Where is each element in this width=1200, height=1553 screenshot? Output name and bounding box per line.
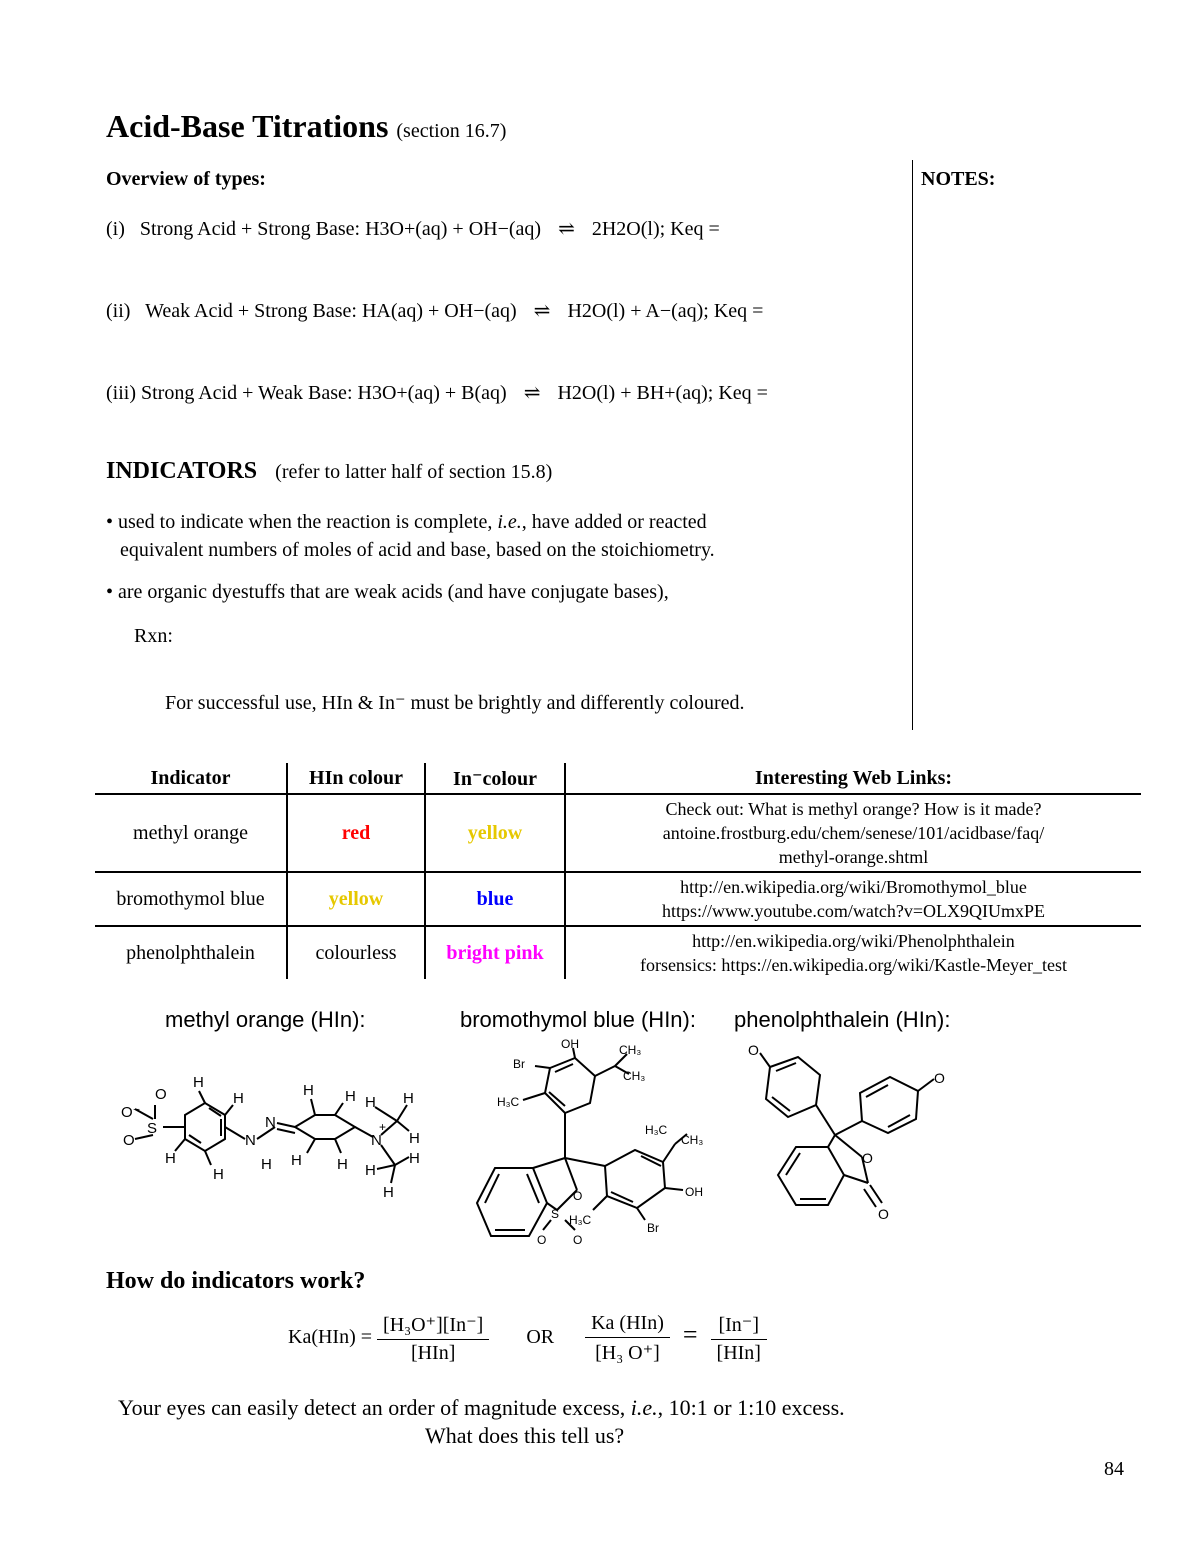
in-colour: blue [425,872,565,926]
bullet-1 [106,508,896,564]
reaction-iii [106,380,768,405]
eyes-text-b: , 10:1 or 1:10 excess. [657,1395,845,1420]
how-heading: How do indicators work? [106,1268,366,1294]
atom-n: N [245,1132,256,1149]
col-hin-colour: HIn colour [287,763,425,794]
atom-h3c: H₃C [569,1213,592,1227]
reaction-rhs: 2H2O(l); Keq = [591,218,720,240]
atom-h: H [403,1090,414,1107]
rxn-label: Rxn: [134,625,173,647]
atom-h3c: H₃C [497,1095,520,1109]
reaction-name: Weak Acid + Strong Base: [145,300,357,322]
reaction-i [106,216,720,241]
web-link[interactable]: antoine.frostburg.edu/chem/senese/101/acidbase/faq/ [662,823,1045,843]
atom-h: H [409,1150,420,1167]
atom-oh: OH [685,1185,703,1199]
notes-label: NOTES: [921,168,996,190]
bullet-1-ie: i.e. [497,511,522,533]
hin-colour: yellow [287,872,425,926]
table-header-row [95,763,1141,794]
atom-s: S [551,1207,560,1221]
bullet-1-text-b: , have added or reacted [521,511,707,533]
in-colour: yellow [425,794,565,872]
atom-o: O [573,1189,583,1203]
page-title [106,108,506,145]
reaction-rhs: H2O(l) + A−(aq); Keq = [567,300,764,322]
bullet-2: • are organic dyestuffs that are weak acids (and have conjugate bases), [106,581,669,603]
hin-colour: colourless [287,926,425,979]
atom-o: O [123,1132,135,1149]
methyl-orange-label: methyl orange (HIn): [165,1007,366,1032]
ka-numerator: [H₃O⁺][In⁻] [377,1312,489,1340]
title-text: Acid-Base Titrations [106,108,389,144]
eyes-text-a: Your eyes can easily detect an order of magnitude excess, [118,1395,631,1420]
atom-o: O [537,1233,547,1247]
col-in-colour: In⁻colour [425,763,565,794]
atom-h: H [365,1162,376,1179]
atom-n: N [265,1114,276,1131]
reaction-name: Strong Acid + Strong Base: [139,218,361,240]
charge-plus: + [379,1120,387,1134]
atom-o: O [155,1086,167,1103]
col-indicator: Indicator [95,763,287,794]
reaction-label: (ii) [106,300,131,322]
table-row [95,872,1141,926]
ratio2-fraction [711,1312,767,1365]
atom-o-minus: O⁻ [121,1104,141,1121]
reaction-ii [106,298,763,323]
web-link[interactable]: http://en.wikipedia.org/wiki/Bromothymol_blue [680,877,1027,897]
atom-br: Br [647,1221,659,1235]
atom-s: S [147,1120,158,1137]
atom-ch3: CH₃ [619,1043,642,1057]
atom-h: H [291,1152,302,1169]
atom-h: H [337,1156,348,1173]
indicator-name: methyl orange [95,794,287,872]
indicators-subheading: (refer to latter half of section 15.8) [275,461,553,483]
bromothymol-blue-structure [465,1038,715,1248]
web-link[interactable]: http://en.wikipedia.org/wiki/Phenolphthalein [692,931,1015,951]
ratio-denominator: [H₃ O⁺] [595,1342,660,1364]
indicator-name: bromothymol blue [95,872,287,926]
atom-h: H [345,1088,356,1105]
hin-colour: red [287,794,425,872]
notes-divider [912,160,914,730]
atom-h: H [193,1074,204,1091]
ka-formula [288,1312,767,1365]
reaction-lhs: HA(aq) + OH−(aq) [361,300,517,322]
atom-ch3: CH₃ [681,1133,704,1147]
atom-h: H [261,1156,272,1173]
or-text: OR [526,1326,555,1349]
table-row [95,794,1141,872]
indicators-heading-text: INDICATORS [106,458,258,484]
web-link[interactable]: forsensics: https://en.wikipedia.org/wiki/Kastle-Meyer_test [639,955,1068,975]
web-link[interactable]: methyl-orange.shtml [778,847,929,867]
bullet-1-line2: equivalent numbers of moles of acid and base, based on the stoichiometry. [120,539,715,561]
col-web-links: Interesting Web Links: [565,763,1141,794]
title-section: (section 16.7) [396,120,507,142]
ka-denominator: [HIn] [410,1342,456,1364]
atom-o: O [878,1206,889,1222]
atom-o: O [862,1150,873,1166]
indicators-heading [106,458,552,485]
ratio-numerator: Ka (HIn) [585,1312,670,1338]
indicator-name: phenolphthalein [95,926,287,979]
atom-o: O [934,1070,945,1086]
atom-h: H [409,1130,420,1147]
equilibrium-arrow-icon: ⇌ [533,300,551,322]
atom-br: Br [513,1057,525,1071]
atom-h: H [233,1090,244,1107]
question-text: What does this tell us? [425,1423,625,1448]
atom-h: H [365,1094,376,1111]
eyes-text [118,1394,845,1422]
atom-h: H [303,1082,314,1099]
reaction-name: Strong Acid + Weak Base: [141,382,353,404]
atom-n-plus: N [371,1132,382,1149]
ka-fraction [377,1312,489,1365]
ratio2-numerator: [In⁻] [711,1312,767,1340]
atom-h: H [213,1166,224,1183]
table-row [95,926,1141,979]
bullet-1-text-a: • used to indicate when the reaction is complete, [106,511,498,533]
in-colour: bright pink [425,926,565,979]
atom-ch3: CH₃ [623,1069,646,1083]
reaction-lhs: H3O+(aq) + OH−(aq) [365,218,542,240]
atom-o: O [748,1042,759,1058]
page-number: 84 [1104,1458,1124,1480]
atom-oh: OH [561,1038,579,1051]
ratio2-denominator: [HIn] [716,1342,761,1364]
atom-h: H [383,1184,394,1200]
equilibrium-arrow-icon: ⇌ [523,382,541,404]
reaction-label: (i) [106,218,125,240]
phenolphthalein-label: phenolphthalein (HIn): [734,1007,951,1032]
bromothymol-blue-label: bromothymol blue (HIn): [460,1007,696,1032]
eyes-ie: i.e. [630,1395,658,1420]
web-links-cell [565,926,1141,979]
web-link: Check out: What is methyl orange? How is it made? [665,799,1042,819]
reaction-label: (iii) [106,382,136,404]
web-links-cell [565,794,1141,872]
reaction-rhs: H2O(l) + BH+(aq); Keq = [557,382,768,404]
equals-sign: = [682,1320,698,1350]
atom-h: H [165,1150,176,1167]
web-link[interactable]: https://www.youtube.com/watch?v=OLX9QIUmxPE [662,901,1045,921]
web-links-cell [565,872,1141,926]
atom-h3c: H₃C [645,1123,668,1137]
ka-lhs: Ka(HIn) = [288,1326,373,1349]
atom-o: O [573,1233,583,1247]
phenolphthalein-structure [740,1035,960,1230]
success-note: For successful use, HIn & In⁻ must be brightly and differently coloured. [165,692,745,714]
methyl-orange-structure [115,1065,435,1200]
indicator-table [95,763,1141,979]
ratio-fraction [585,1312,670,1365]
equilibrium-arrow-icon: ⇌ [558,218,575,240]
overview-heading: Overview of types: [106,168,266,190]
reaction-lhs: H3O+(aq) + B(aq) [357,382,507,404]
